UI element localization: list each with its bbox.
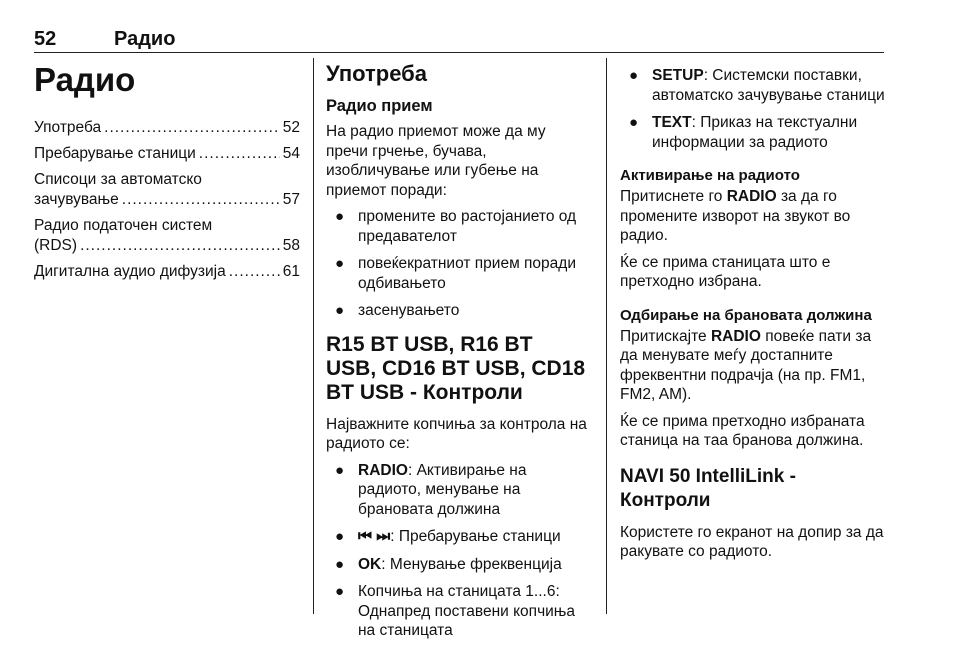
bullet-icon: ● [335,583,345,600]
list-item: ● Копчиња на станицата 1...6: Однапред поставени копчиња на станицата [335,583,576,639]
navi-text: Користете го екранот на допир за да ракувате со радиото. [620,523,884,560]
column-3 [620,60,886,569]
column-divider-2 [606,58,607,614]
toc-entry-usage[interactable]: Употреба ..... 52 [34,118,300,138]
controls-list [326,461,588,641]
running-title: Радио [114,28,176,50]
bullet-icon: ● [335,255,345,272]
page-number: 52 [34,28,57,50]
toc-page: 54 [282,145,300,162]
controls-intro: Најважните копчиња за контрола на радиото се: [326,415,587,452]
activate-text-2: Ќе се прима станицата што е претходно избрана. [620,253,831,290]
toc-page: 61 [282,263,300,280]
list-item: ● промените во растојанието од предавателот [335,208,577,245]
list-item: ● засенувањето [335,302,460,319]
toc-entry-autostore[interactable]: Списоци за автоматско зачувување ..... 57 [34,170,300,210]
column-1 [34,60,300,288]
radio-key: RADIO [358,461,408,479]
band-heading: Одбирање на брановата должина [620,306,872,324]
toc-page: 58 [282,237,300,254]
list-item: ● TEXT: Приказ на текстуални информации за радиото [629,114,858,151]
list-item: ● SETUP: Системски поставки, автоматско зачувување станици [629,67,885,104]
controls-list-cont [620,66,886,152]
radio-key: RADIO [710,327,761,345]
bullet-icon: ● [335,528,345,545]
band-text-2: Ќе се прима претходно избраната станица на таа бранова должина. [620,412,865,449]
bullet-icon: ● [629,114,639,131]
bullet-icon: ● [629,67,639,84]
bullet-icon: ● [335,208,345,225]
activate-heading: Активирање на радиото [620,167,800,184]
chapter-title: Радио [34,61,136,98]
activate-text: Притиснете го RADIO за да го промените изворот на звукот во радио. [620,188,851,244]
column-2 [326,60,588,649]
header-rule [34,52,884,53]
seek-keys-icon: ⏮ ⏭ [358,528,391,545]
toc-entry-dab[interactable]: Дигитална аудио дифузија ..... 61 [34,262,300,282]
toc-entry-search[interactable]: Пребарување станици ..... 54 [34,144,300,164]
bullet-icon: ● [335,461,345,479]
band-text: Притискајте RADIO повеќе пати за да менувате меѓу достапните фреквентни подрачја (на пр. FM1, FM2, AM). [620,327,872,403]
column-divider-1 [313,58,314,614]
section-heading-usage: Употреба [326,61,428,86]
bullet-icon: ● [335,302,345,319]
radio-key: RADIO [726,188,777,205]
subheading-reception: Радио прием [326,97,433,115]
text-key: TEXT [652,114,692,131]
toc-page: 57 [282,191,300,208]
list-item: ● ⏮ ⏭: Пребарување станици [335,528,561,545]
page-header [34,28,884,54]
setup-key: SETUP [652,67,704,84]
list-item: ● RADIO: Активирање на радиото, менување на брановата должина [335,461,527,518]
list-item: ● OK: Менување фреквенција [335,555,562,573]
bullet-icon: ● [335,555,345,573]
ok-key: OK [358,555,382,573]
section-heading-controls: R15 BT USB, R16 BT USB, CD16 BT USB, CD18 BT USB - Контроли [326,332,586,404]
toc-entry-rds[interactable]: Радио податочен систем (RDS) ..... 58 [34,216,300,256]
reception-text: На радио приемот може да му пречи грчење, бучава, изобличување или губење на приемот поради: [326,123,546,199]
reception-list [326,207,588,321]
toc-page: 52 [282,119,300,136]
section-heading-navi: NAVI 50 IntelliLink - Контроли [620,465,796,511]
list-item: ● повеќекратниот прием поради одбивањето [335,255,576,292]
